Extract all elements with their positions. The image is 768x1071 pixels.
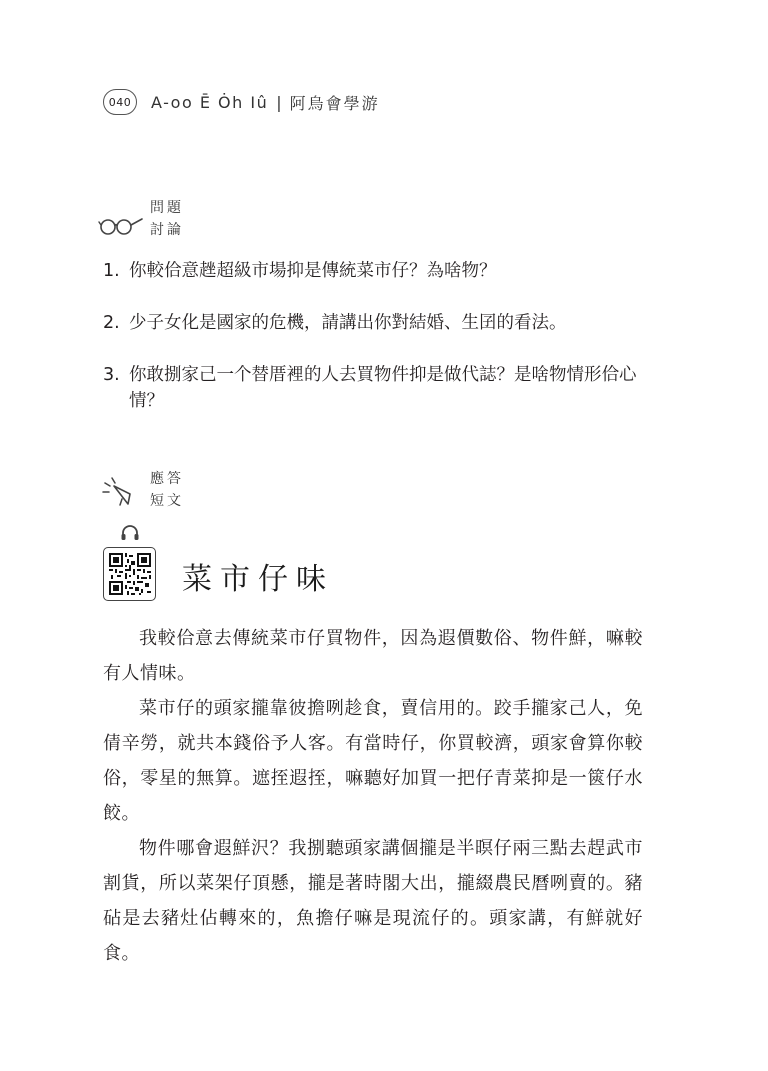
question-item — [103, 310, 663, 336]
question-text: 少子女化是國家的危機，請講出你對結婚、生囝的看法。 — [129, 313, 567, 333]
book-title-chinese: 阿烏會學游 — [289, 93, 380, 113]
question-item — [103, 362, 663, 414]
question-text: 你較佮意趖超級市場抑是傳統菜市仔？為啥物？ — [129, 261, 497, 281]
qr-code-icon[interactable] — [109, 553, 151, 595]
question-text: 你敢捌家己一个替厝裡的人去買物件抑是做代誌？是啥物情形佮心情？ — [129, 365, 637, 411]
page-header — [103, 89, 380, 115]
page-number: 040 — [103, 89, 137, 115]
short-answer-label-line2: 短文 — [150, 493, 184, 509]
discussion-label — [150, 197, 184, 241]
title-separator: | — [276, 92, 282, 112]
discussion-label-line1: 問題 — [150, 200, 184, 216]
question-number: 3. — [103, 365, 120, 385]
essay-paragraph: 我較佮意去傳統菜市仔買物件，因為遐價數俗、物件鮮，嘛較有人情味。 — [103, 628, 643, 684]
glasses-icon — [98, 211, 146, 237]
qr-code-frame[interactable] — [103, 547, 156, 601]
essay-paragraph: 物件哪會遐鮮沢？我捌聽頭家講個攏是半暝仔兩三點去趕武市割貨，所以菜架仔頂懸，攏是著時閣大出，攏綴農民曆咧賣的。豬砧是去豬灶佔轉來的，魚擔仔嘛是現流仔的。頭家講，有鮮就好食。 — [103, 838, 643, 964]
short-answer-label — [150, 468, 184, 512]
essay-body — [103, 621, 643, 971]
book-title-latin: A-oo Ē Ȯh Iû — [151, 92, 269, 112]
question-number: 2. — [103, 313, 120, 333]
question-number: 1. — [103, 261, 120, 281]
short-answer-label-line1: 應答 — [150, 471, 184, 487]
headphones-icon — [120, 523, 140, 541]
essay-title: 菜市仔味 — [182, 562, 334, 597]
essay-paragraph: 菜市仔的頭家攏靠彼擔咧趁食，賣信用的。跤手攏家己人，免倩辛勞，就共本錢俗予人客。有當時仔，你買較濟，頭家會算你較俗，零星的無算。遮挃遐挃，嘛聽好加買一把仔青菜抑是一篋仔水餃。 — [103, 698, 643, 824]
discussion-questions — [103, 258, 663, 440]
question-item — [103, 258, 663, 284]
discussion-label-line2: 討論 — [150, 222, 184, 238]
megaphone-icon — [100, 472, 142, 508]
